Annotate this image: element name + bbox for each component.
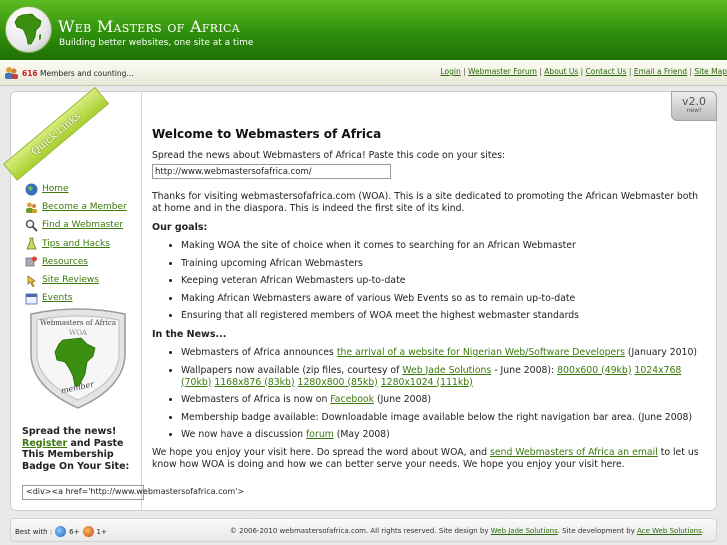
nav-label-home[interactable]: Home bbox=[42, 184, 69, 195]
membership-badge[interactable] bbox=[23, 308, 133, 410]
badge-code-input[interactable]: <div><a href='http://www.webmastersofafrica.com'> bbox=[22, 485, 144, 500]
send-email-link[interactable]: send Webmasters of Africa an email bbox=[490, 446, 658, 458]
outro-pre: We hope you enjoy your visit here. Do spread the word about WOA, and bbox=[152, 446, 490, 458]
site-header bbox=[0, 0, 727, 60]
nav-item-site-reviews[interactable] bbox=[25, 271, 127, 289]
news-text: (May 2008) bbox=[333, 429, 390, 440]
news-text: - June 2008): bbox=[491, 364, 558, 376]
ff-version: 1+ bbox=[96, 527, 107, 536]
calendar-icon bbox=[25, 292, 38, 305]
news-text: Webmasters of Africa announces bbox=[181, 347, 337, 358]
outro-post: to let us know how WOA is doing and how we can better serve your needs. We hope you enjoy your visit here. bbox=[152, 446, 699, 470]
list-item bbox=[181, 394, 708, 406]
nav-label-resources[interactable]: Resources bbox=[42, 256, 88, 267]
nav-label-events[interactable]: Events bbox=[42, 293, 73, 304]
dev-credit-end: . bbox=[701, 527, 704, 535]
news-text: Wallpapers now available (zip files, courtesy of bbox=[181, 364, 403, 376]
list-item: • Keeping veteran African Webmasters up-to-date bbox=[181, 275, 708, 287]
badge-top-text: Webmasters of Africa bbox=[39, 319, 117, 327]
web-jade-link[interactable]: Web Jade Solutions bbox=[402, 364, 492, 376]
logo[interactable] bbox=[5, 6, 52, 53]
about-us-link[interactable]: About Us bbox=[544, 67, 579, 76]
forum-link[interactable]: forum bbox=[306, 429, 334, 440]
main-content bbox=[152, 128, 708, 478]
users-icon bbox=[25, 201, 38, 214]
wallpaper-1280x1024-link[interactable]: 1280x1024 (111kb) bbox=[380, 376, 473, 388]
facebook-link[interactable]: Facebook bbox=[330, 394, 374, 405]
members-count bbox=[22, 69, 134, 78]
ie-version: 6+ bbox=[69, 527, 80, 536]
wallpaper-1280x800-link[interactable]: 1280x800 (85kb) bbox=[297, 376, 378, 388]
email-friend-link[interactable]: Email a Friend bbox=[633, 67, 688, 76]
nav-label-become-member[interactable]: Become a Member bbox=[42, 202, 127, 213]
nav-label-find-webmaster[interactable]: Find a Webmaster bbox=[42, 220, 124, 231]
list-item: • Ensuring that all registered members of WOA meet the highest webmaster standards bbox=[181, 310, 708, 322]
site-tagline: Building better websites, one site at a time bbox=[59, 38, 254, 48]
flask-icon bbox=[25, 237, 38, 250]
list-item bbox=[181, 347, 708, 359]
spread-line2: and Paste This Membership Badge On Your Site: bbox=[22, 437, 130, 472]
spread-line1: Spread the news! bbox=[22, 426, 117, 437]
best-with bbox=[15, 526, 107, 537]
register-link[interactable]: Register bbox=[22, 437, 68, 449]
paste-intro: Spread the news about Webmasters of Africa! Paste this code on your sites: bbox=[152, 150, 506, 161]
nav-label-tips-hacks[interactable]: Tips and Hacks bbox=[42, 238, 110, 249]
list-item: • Training upcoming African Webmasters bbox=[181, 258, 708, 270]
nav-item-find-webmaster[interactable] bbox=[25, 216, 127, 234]
member-count-number: 616 bbox=[22, 69, 38, 78]
intro-text: Thanks for visiting webmastersofafrica.com (WOA). This is a site dedicated to promoting the African Webmaster both at home and in the diaspora. This is indeed the first site of its kind. bbox=[152, 191, 699, 214]
page-title: Welcome to Webmasters of Africa bbox=[152, 127, 382, 141]
africa-map-icon bbox=[14, 13, 44, 47]
version-note: new! bbox=[686, 107, 702, 114]
list-item bbox=[181, 429, 708, 441]
firefox-icon bbox=[83, 526, 94, 537]
nav-item-events[interactable] bbox=[25, 289, 127, 307]
list-item: • Membership badge available: Downloadable image available below the right navigation bar area. (June 2008) bbox=[181, 412, 708, 424]
sidebar-nav bbox=[25, 180, 127, 307]
members-icon bbox=[3, 65, 19, 81]
globe-icon bbox=[25, 183, 38, 196]
webmaster-forum-link[interactable]: Webmaster Forum bbox=[468, 67, 537, 76]
news-heading: In the News... bbox=[152, 329, 227, 340]
best-with-label: Best with : bbox=[15, 527, 53, 536]
resources-icon bbox=[25, 255, 38, 268]
top-bar bbox=[0, 60, 727, 86]
list-item: • Making WOA the site of choice when it comes to searching for an African Webmaster bbox=[181, 240, 708, 252]
badge-bottom-text: member bbox=[60, 379, 95, 396]
news-text: We now have a discussion bbox=[181, 429, 307, 440]
contact-us-link[interactable]: Contact Us bbox=[585, 67, 627, 76]
member-count-label: Members and counting... bbox=[40, 69, 134, 78]
site-footer bbox=[10, 518, 717, 542]
list-item: • Making African Webmasters aware of various Web Events so as to remain up-to-date bbox=[181, 293, 708, 305]
site-title: Web Masters of Africa bbox=[58, 17, 240, 36]
spread-badge-text bbox=[22, 426, 140, 472]
quick-links-ribbon: Quick Links bbox=[3, 87, 109, 181]
goals-list bbox=[181, 240, 708, 322]
wallpaper-1168-link[interactable]: 1168x876 (83kb) bbox=[214, 376, 295, 388]
paste-code-input[interactable]: http://www.webmastersofafrica.com/ bbox=[152, 164, 391, 179]
news-list bbox=[181, 347, 708, 441]
login-link[interactable]: Login bbox=[440, 67, 461, 76]
nav-item-tips-hacks[interactable] bbox=[25, 235, 127, 253]
news-text: (June 2008) bbox=[373, 394, 432, 405]
version-label: v2.0 bbox=[681, 95, 706, 108]
dev-credit-link[interactable]: Ace Web Solutions bbox=[637, 527, 702, 535]
nav-item-home[interactable] bbox=[25, 180, 127, 198]
wallpaper-1024-link[interactable]: 1024x768 (70kb) bbox=[181, 364, 682, 388]
list-item bbox=[181, 365, 708, 389]
copyright-text: © 2006-2010 webmastersofafrica.com. All rights reserved. Site design by bbox=[229, 527, 491, 535]
pointer-icon bbox=[25, 274, 38, 287]
nigerian-devs-link[interactable]: the arrival of a website for Nigerian Web/Software Developers bbox=[336, 347, 625, 358]
badge-mid-text: WOA bbox=[69, 329, 87, 337]
goals-heading: Our goals: bbox=[152, 222, 208, 233]
wallpaper-800-link[interactable]: 800x600 (49kb) bbox=[557, 364, 632, 376]
nav-item-resources[interactable] bbox=[25, 253, 127, 271]
top-links: Login | Webmaster Forum | About Us | Contact Us | Email a Friend | Site Map bbox=[440, 67, 727, 76]
nav-label-site-reviews[interactable]: Site Reviews bbox=[42, 275, 99, 286]
news-text: Webmasters of Africa is now on bbox=[181, 394, 331, 405]
copyright bbox=[230, 527, 704, 535]
outro-text bbox=[152, 447, 708, 471]
news-text: (January 2010) bbox=[624, 347, 698, 358]
design-credit-link[interactable]: Web Jade Solutions bbox=[490, 527, 558, 535]
main-frame bbox=[10, 91, 717, 511]
magnifier-icon bbox=[25, 219, 38, 232]
dev-credit-text: . Site development by bbox=[557, 527, 638, 535]
ie-icon bbox=[55, 526, 66, 537]
version-badge bbox=[671, 91, 717, 121]
nav-item-become-member[interactable] bbox=[25, 198, 127, 216]
site-map-link[interactable]: Site Map bbox=[694, 67, 727, 76]
